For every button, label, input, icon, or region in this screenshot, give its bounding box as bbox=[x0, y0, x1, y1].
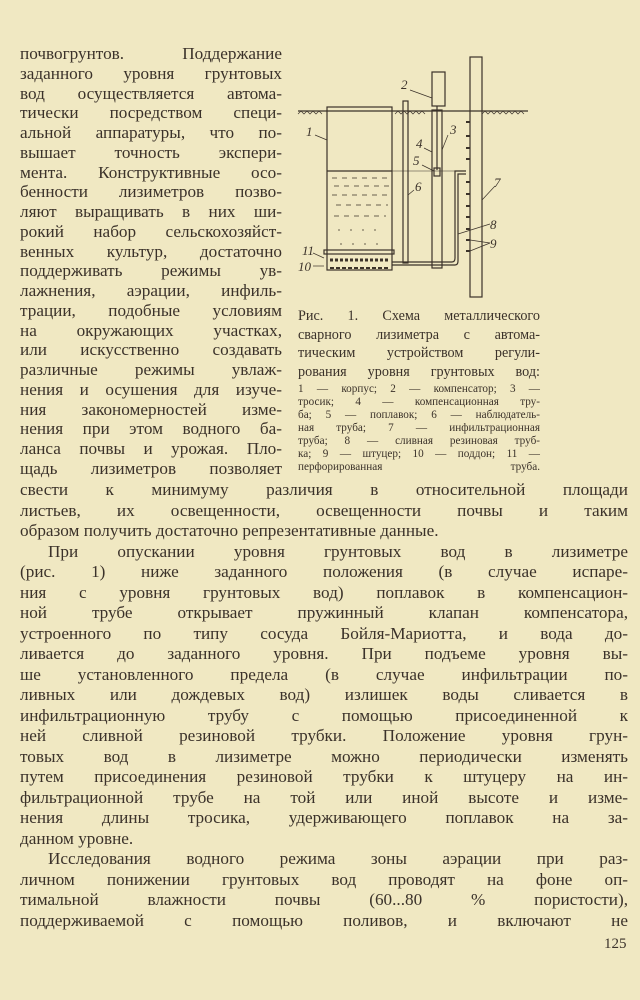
text-line: фильтрационной трубе на той или иной высоте и изме- bbox=[20, 787, 628, 807]
text-line: ливных или дождевых вод) излишек воды сливается в bbox=[20, 685, 628, 704]
text-line: ней сливной резиновой трубки. Положение уровня грун- bbox=[20, 726, 628, 745]
ground-line bbox=[298, 111, 528, 114]
text-line: заданного уровня грунтовых bbox=[20, 63, 282, 83]
label-3: 3 bbox=[450, 122, 457, 137]
lysimeter-diagram bbox=[290, 40, 540, 300]
infiltration-tube bbox=[470, 57, 482, 297]
text-line: нения длины тросика, удерживающего поплавок на за- bbox=[20, 808, 628, 827]
text-line: нения и осушения для изуче- bbox=[20, 379, 282, 399]
caption-legend-line: тросик; 4 — компенсационная тру- bbox=[298, 396, 540, 408]
text-line: или искусственно создавать bbox=[20, 340, 282, 360]
lysimeter-body bbox=[327, 107, 392, 270]
text-line: тимальной влажности почвы (60...80 % пористости), bbox=[20, 890, 628, 909]
text-line: щадь лизиметров позволяет bbox=[20, 458, 282, 478]
caption-legend-line: перфорированная труба. bbox=[298, 461, 540, 473]
page-number: 125 bbox=[604, 936, 627, 952]
text-line: данном уровне. bbox=[20, 828, 134, 848]
text-line: ния закономерностей изме- bbox=[20, 399, 282, 419]
label-10: 10 bbox=[298, 259, 311, 274]
label-1: 1 bbox=[306, 124, 313, 139]
tray bbox=[324, 250, 394, 254]
caption-title-line: тическим устройством регули- bbox=[298, 345, 540, 361]
label-7: 7 bbox=[494, 175, 501, 190]
label-8: 8 bbox=[490, 217, 497, 232]
compensator bbox=[432, 72, 445, 106]
text-line: рокий набор сельскохозяйст- bbox=[20, 221, 282, 241]
caption-title-line: рования уровня грунтовых вод: bbox=[298, 363, 540, 380]
text-line: альной аппаратуры, что по- bbox=[20, 123, 282, 142]
caption-title-line: сварного лизиметра с автома- bbox=[298, 326, 540, 343]
label-2: 2 bbox=[401, 77, 408, 92]
text-line: При опускании уровня грунтовых вод в лизиметре bbox=[48, 541, 628, 561]
caption-legend-line: труба; 8 — сливная резиновая труб- bbox=[298, 435, 540, 447]
text-line: инфильтрационную трубу с помощью присоединенной к bbox=[20, 705, 628, 725]
text-line: ляют выращивать в них ши- bbox=[20, 202, 282, 221]
label-11: 11 bbox=[302, 243, 315, 258]
text-line: свести к минимуму различия в относительной площади bbox=[20, 480, 628, 499]
label-5: 5 bbox=[413, 153, 420, 168]
text-line: венных культур, достаточно bbox=[20, 241, 282, 261]
text-line: на окружающих участках, bbox=[20, 320, 282, 340]
caption-legend-line: 1 — корпус; 2 — компенсатор; 3 — bbox=[298, 383, 540, 395]
water-hatch bbox=[332, 178, 390, 244]
text-line: трации, подобные условиям bbox=[20, 300, 282, 320]
text-line: путем присоединения резиновой трубки к штуцеру на ин- bbox=[20, 767, 628, 786]
caption-legend-line: ка; 9 — штуцер; 10 — поддон; 11 — bbox=[298, 448, 540, 460]
text-line: мента. Конструктивные осо- bbox=[20, 162, 282, 182]
text-line: ше установленного предела (в случае инфильтрации по- bbox=[20, 664, 628, 684]
fittings bbox=[466, 121, 470, 252]
text-line: листьев, их освещенности, освещенности почвы и таким bbox=[20, 500, 628, 520]
text-line: Исследования водного режима зоны аэрации при раз- bbox=[48, 849, 628, 868]
text-line: (рис. 1) ниже заданного положения (в случае испаре- bbox=[20, 562, 628, 581]
caption-title-line: Рис. 1. Схема металлического bbox=[298, 308, 540, 324]
label-6: 6 bbox=[415, 179, 422, 194]
text-line: почвогрунтов. Поддержание bbox=[20, 44, 282, 63]
text-line: тически посредством специ- bbox=[20, 103, 282, 123]
text-line: поддерживаемой с помощью поливов, и включают не bbox=[20, 910, 628, 930]
text-line: вод осуществляется автома- bbox=[20, 83, 282, 103]
observation-pipe bbox=[403, 101, 408, 263]
caption-legend-line: ба; 5 — поплавок; 6 — наблюдатель- bbox=[298, 409, 540, 421]
text-line: поддерживать режимы ув- bbox=[20, 261, 282, 281]
text-line: лажнения, аэрации, инфиль- bbox=[20, 281, 282, 300]
text-line: личном понижении грунтовых вод проводят на фоне оп- bbox=[20, 869, 628, 889]
text-line: ния с уровня грунтовых вод) поплавок в компенсацион- bbox=[20, 582, 628, 602]
text-line: ливается до заданного уровня. При подъеме уровня вы- bbox=[20, 644, 628, 663]
text-line: нения при этом водного ба- bbox=[20, 419, 282, 439]
caption-legend-line: ная труба; 7 — инфильтрационная bbox=[298, 422, 540, 434]
text-line: ланса почвы и урожая. Пло- bbox=[20, 439, 282, 458]
label-9: 9 bbox=[490, 236, 497, 251]
text-line: устроенного по типу сосуда Бойля-Мариотта, и вода до- bbox=[20, 623, 628, 643]
text-line: бенности лизиметров позво- bbox=[20, 182, 282, 202]
text-line: ной трубе открывает пружинный клапан компенсатора, bbox=[20, 603, 628, 622]
text-line: образом получить достаточно репрезентативные данные. bbox=[20, 521, 439, 540]
text-line: различные режимы увлаж- bbox=[20, 360, 282, 379]
label-4: 4 bbox=[416, 136, 423, 151]
text-line: вышает точность экспери- bbox=[20, 142, 282, 162]
text-line: товых вод в лизиметре можно периодически изменять bbox=[20, 746, 628, 766]
